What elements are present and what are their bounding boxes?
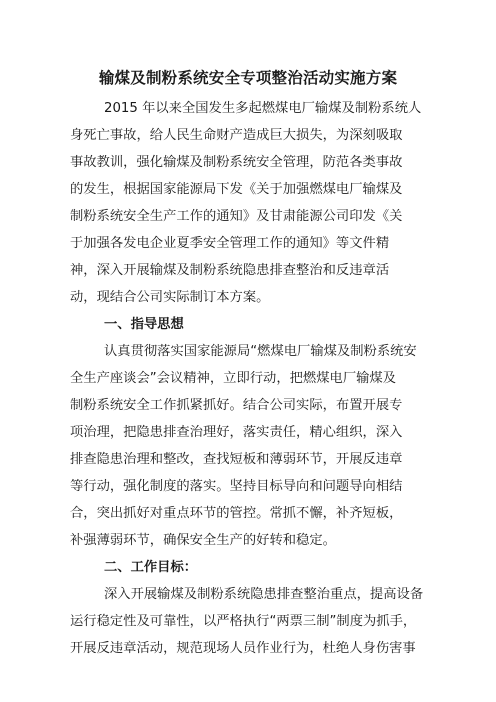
paragraph-line: 深入开展输煤及制粉系统隐患排查整治重点，提高设备: [104, 587, 424, 602]
paragraph-line: 全生产座谈会”会议精神，立即行动，把燃煤电厂输煤及: [70, 371, 397, 386]
paragraph-line: 事故教训，强化输煤及制粉系统安全管理，防范各类事故: [70, 155, 403, 170]
paragraph-line: 等行动，强化制度的落实。坚持目标导向和问题导向相结: [70, 479, 403, 494]
paragraph-line: 制粉系统安全生产工作的通知》及甘肃能源公司印发《关: [70, 209, 403, 224]
paragraph-line: 的发生，根据国家能源局下发《关于加强燃煤电厂输煤及: [70, 182, 403, 197]
paragraph-line: 于加强各发电企业夏季安全管理工作的通知》等文件精: [70, 236, 390, 251]
paragraph-line: 身死亡事故，给人民生命财产造成巨大损失，为深刻吸取: [70, 128, 403, 143]
paragraph-line: 合，突出抓好对重点环节的管控。常抓不懈，补齐短板，: [70, 506, 403, 521]
paragraph-line: 制粉系统安全工作抓紧抓好。结合公司实际，布置开展专: [70, 398, 403, 413]
paragraph-line: 开展反违章活动，规范现场人员作业行为，杜绝人身伤害事: [70, 641, 416, 656]
paragraph-line: 项治理，把隐患排查治理好，落实责任，精心组织，深入: [70, 425, 403, 440]
paragraph-line: 2015 年以来全国发生多起燃煤电厂输煤及制粉系统人: [104, 101, 422, 116]
section-heading: 一、指导思想: [104, 317, 184, 332]
paragraph-line: 运行稳定性及可靠性，以严格执行“两票三制”制度为抓手，: [70, 614, 417, 629]
paragraph-line: 认真贯彻落实国家能源局“燃煤电厂输煤及制粉系统安: [104, 344, 417, 359]
paragraph-line: 补强薄弱环节，确保安全生产的好转和稳定。: [70, 533, 336, 548]
document-title: 输煤及制粉系统安全专项整治活动实施方案: [98, 69, 398, 87]
paragraph-line: 神，深入开展输煤及制粉系统隐患排查整治和反违章活: [70, 263, 390, 278]
paragraph-line: 排查隐患治理和整改，查找短板和薄弱环节，开展反违章: [70, 452, 403, 467]
section-heading: 二、工作目标：: [104, 560, 198, 575]
paragraph-line: 动，现结合公司实际制订本方案。: [70, 290, 270, 305]
